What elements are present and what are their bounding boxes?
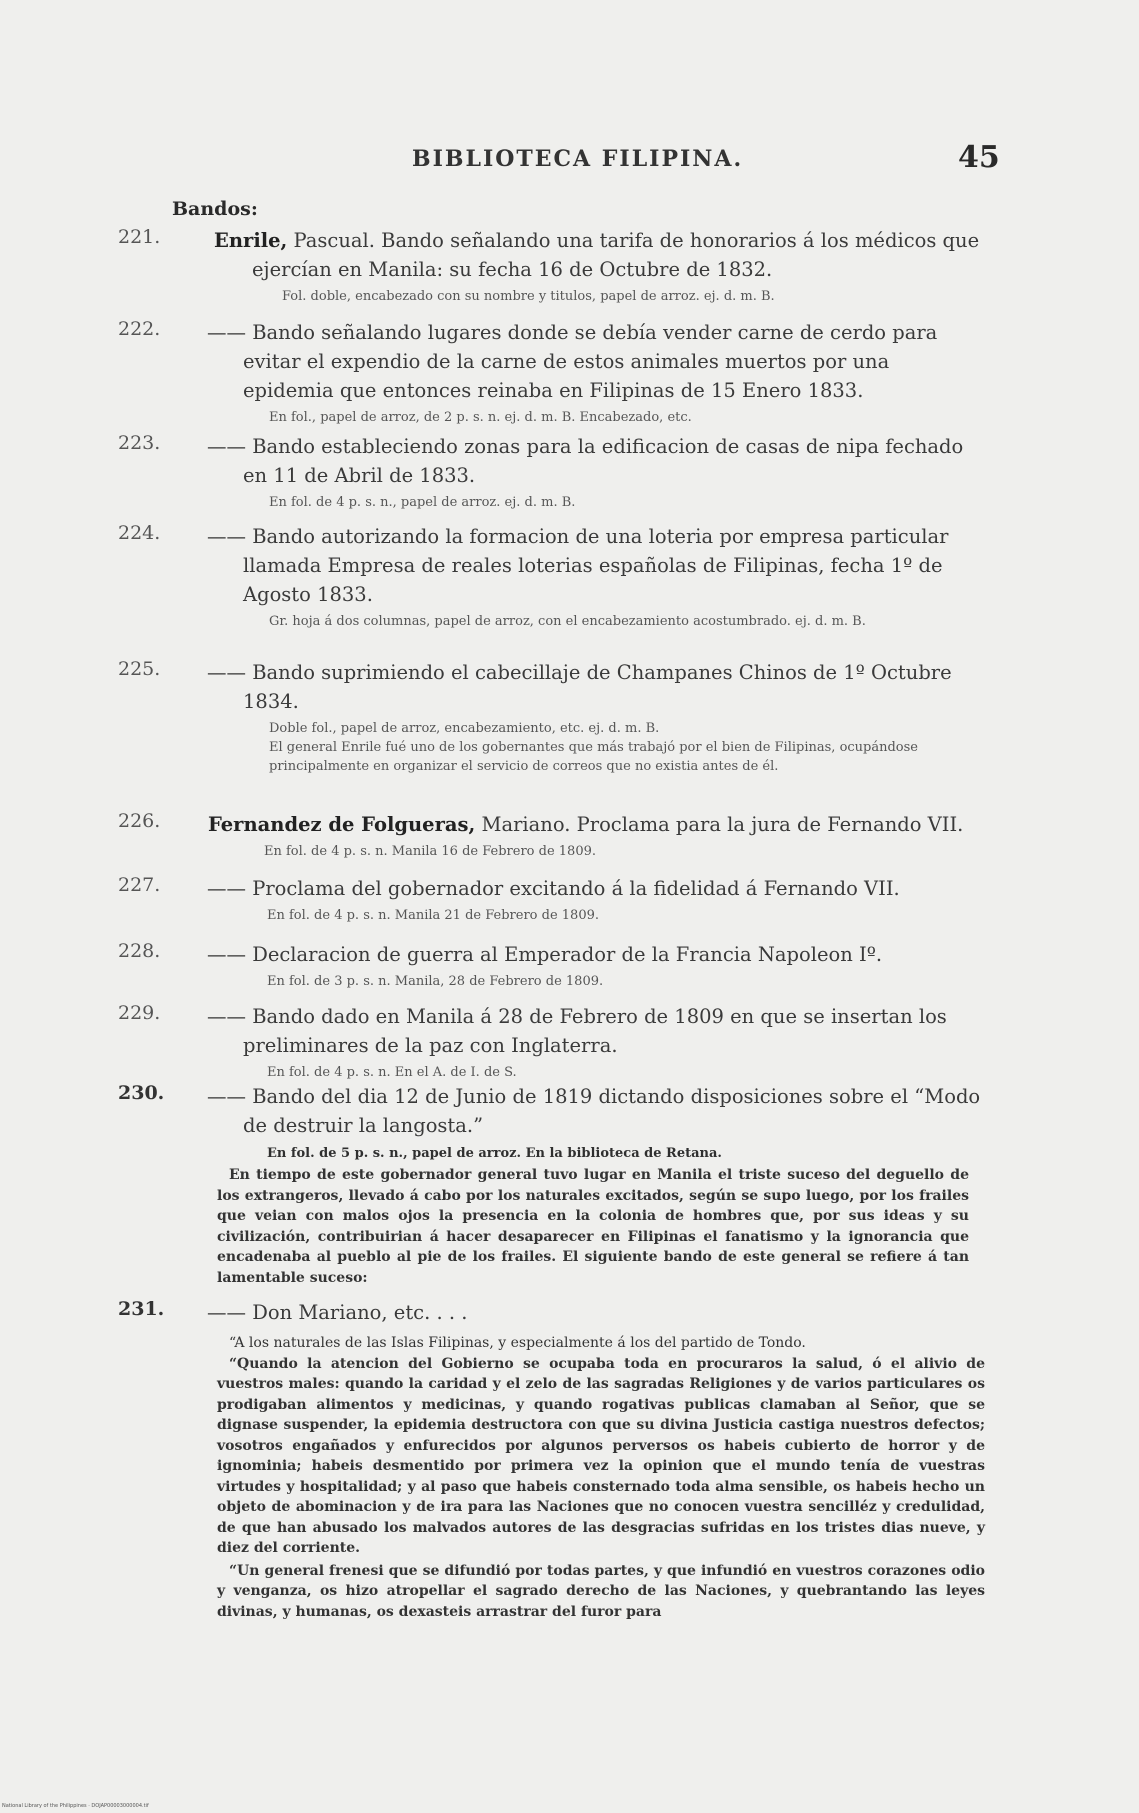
entry-title: Bando dado en Manila á 28 de Febrero de 1809 en que se insertan los preliminares de la paz con Inglaterra. (243, 1005, 947, 1057)
entry-title: Bando suprimiendo el cabecillaje de Champanes Chinos de 1º Octubre 1834. (243, 661, 952, 713)
entry-text (207, 1002, 985, 1082)
entry-number: 222. (118, 318, 161, 340)
entry-note: En fol., papel de arroz, de 2 p. s. n. ej. d. m. B. Encabezado, etc. (269, 410, 692, 425)
entry-number: 231. (118, 1298, 165, 1320)
entry-commentary: El general Enrile fué uno de los gobernantes que más trabajó por el bien de Filipinas, ocupándose principalmente en organizar el servicio de correos que no existia antes de él. (269, 740, 919, 774)
footer-caption: National Library of the Philippines · DOJAP00003000004.tif (2, 1803, 149, 1809)
entry-text (207, 318, 985, 427)
page-number: 45 (958, 140, 1000, 175)
entry-text (207, 658, 985, 776)
entry-number: 226. (118, 810, 161, 832)
entry-title: Proclama del gobernador excitando á la fidelidad á Fernando VII. (246, 877, 900, 900)
entry-note: En fol. de 4 p. s. n. Manila 21 de Febrero de 1809. (267, 908, 599, 923)
entry-note: Doble fol., papel de arroz, encabezamiento, etc. ej. d. m. B. (269, 721, 660, 736)
entry-note: En fol. de 4 p. s. n., papel de arroz. ej. d. m. B. (269, 495, 576, 510)
entry-title: Declaracion de guerra al Emperador de la Francia Napoleon Iº. (246, 943, 883, 966)
quote-paragraph-2: “Quando la atencion del Gobierno se ocupaba toda en procuraros la salud, ó el alivio de vuestros males: quando la caridad y el zelo de las sagradas Religiones y de varios particulares os prodigaban alimentos y medicinas, y quando rogativas publicas clamaban al Señor, que se dignase suspender, la epidemia destructora con que su divina Justicia castiga nuestros defectos; vosotros engañados y enfurecidos por algunos perversos os habeis cubierto de horror y de ignominia; habeis desmentido por primera vez la opinion que el mundo tenía de vuestras virtudes y hospitalidad; y al paso que habeis consternado toda alma sensible, os habeis hecho un objeto de abominacion y de ira para las Naciones que no conocen vuestra sencilléz y credulidad, de que han abusado los malvados autores de las desgracias sufridas en los tristes dias nueve, y diez del corriente. (217, 1355, 985, 1556)
entry-number: 228. (118, 940, 161, 962)
ditto-dash: —— (207, 1005, 246, 1028)
entry-note: Gr. hoja á dos columnas, papel de arroz, con el encabezamiento acostumbrado. ej. d. m. B. (269, 614, 866, 629)
ditto-dash: —— (207, 321, 246, 344)
entry-note: En fol. de 4 p. s. n. Manila 16 de Febrero de 1809. (264, 844, 596, 859)
entry-note: En fol. de 5 p. s. n., papel de arroz. En la biblioteca de Retana. (267, 1146, 722, 1161)
entry-title: Don Mariano, etc. . . . (246, 1301, 468, 1324)
ditto-dash: —— (207, 435, 246, 458)
entry-number: 230. (118, 1082, 165, 1104)
entry-text (207, 940, 985, 991)
entry-title: Bando del dia 12 de Junio de 1819 dictando disposiciones sobre el “Modo de destruir la langosta.” (243, 1085, 981, 1137)
entry-commentary: En tiempo de este gobernador general tuvo lugar en Manila el triste suceso del deguello de los extrangeros, llevado á cabo por los naturales excitados, según se supo luego, por los frailes que veian con malos ojos la presencia en la colonia de hombres que, por sus ideas y su civilización, contribuirian á hacer desaparecer en Filipinas el fanatismo y la ignorancia que encadenaba al pueblo al pie de los frailes. El siguiente bando de este general se refiere á tan lamentable suceso: (217, 1167, 969, 1286)
quote-paragraph-1: “A los naturales de las Islas Filipinas, y especialmente á los del partido de Tondo. (229, 1335, 806, 1351)
entry-text (207, 432, 985, 512)
entry-number: 224. (118, 522, 161, 544)
entry-number: 225. (118, 658, 161, 680)
entry-title: Bando estableciendo zonas para la edificacion de casas de nipa fechado en 11 de Abril de 1833. (243, 435, 964, 487)
entry-title: Bando señalando una tarifa de honorarios á los médicos que ejercían en Manila: su fecha 16 de Octubre de 1832. (252, 229, 980, 281)
entry-number: 221. (118, 226, 161, 248)
entry-number: 229. (118, 1002, 161, 1024)
entry-author: Fernandez de Folgueras, (208, 813, 476, 836)
entry-note: En fol. de 3 p. s. n. Manila, 28 de Febrero de 1809. (267, 974, 604, 989)
entry-text (207, 522, 985, 631)
entry-note: Fol. doble, encabezado con su nombre y titulos, papel de arroz. ej. d. m. B. (282, 289, 775, 304)
ditto-dash: —— (207, 525, 246, 548)
entry-text (208, 810, 984, 861)
entry-author-first: Pascual. (287, 229, 375, 252)
entry-note: En fol. de 4 p. s. n. En el A. de I. de S. (267, 1065, 517, 1080)
ditto-dash: —— (207, 1301, 246, 1324)
ditto-dash: —— (207, 1085, 246, 1108)
entry-text (207, 1298, 985, 1622)
entry-text (207, 874, 985, 925)
quote-paragraph-3: “Un general frenesi que se difundió por todas partes, y que infundió en vuestros corazones odio y venganza, os hizo atropellar el sagrado derecho de las Naciones, y quebrantando las leyes divinas, y humanas, os dexasteis arrastrar del furor para (217, 1562, 985, 1620)
entry-title: Bando señalando lugares donde se debía vender carne de cerdo para evitar el expendio de la carne de estos animales muertos por una epidemia que entonces reinaba en Filipinas de 15 Enero 1833. (243, 321, 938, 402)
section-heading: Bandos: (172, 198, 258, 220)
entry-text (207, 1082, 985, 1288)
entry-title: Bando autorizando la formacion de una loteria por empresa particular llamada Empresa de reales loterias españolas de Filipinas, fecha 1º de Agosto 1833. (243, 525, 949, 606)
entry-number: 227. (118, 874, 161, 896)
entry-text (214, 226, 987, 306)
entry-number: 223. (118, 432, 161, 454)
running-header-title: BIBLIOTECA FILIPINA. (412, 146, 744, 172)
entry-author: Enrile, (214, 229, 288, 252)
entry-author-first: Mariano. (475, 813, 571, 836)
ditto-dash: —— (207, 943, 246, 966)
ditto-dash: —— (207, 661, 246, 684)
ditto-dash: —— (207, 877, 246, 900)
entry-title: Proclama para la jura de Fernando VII. (570, 813, 964, 836)
